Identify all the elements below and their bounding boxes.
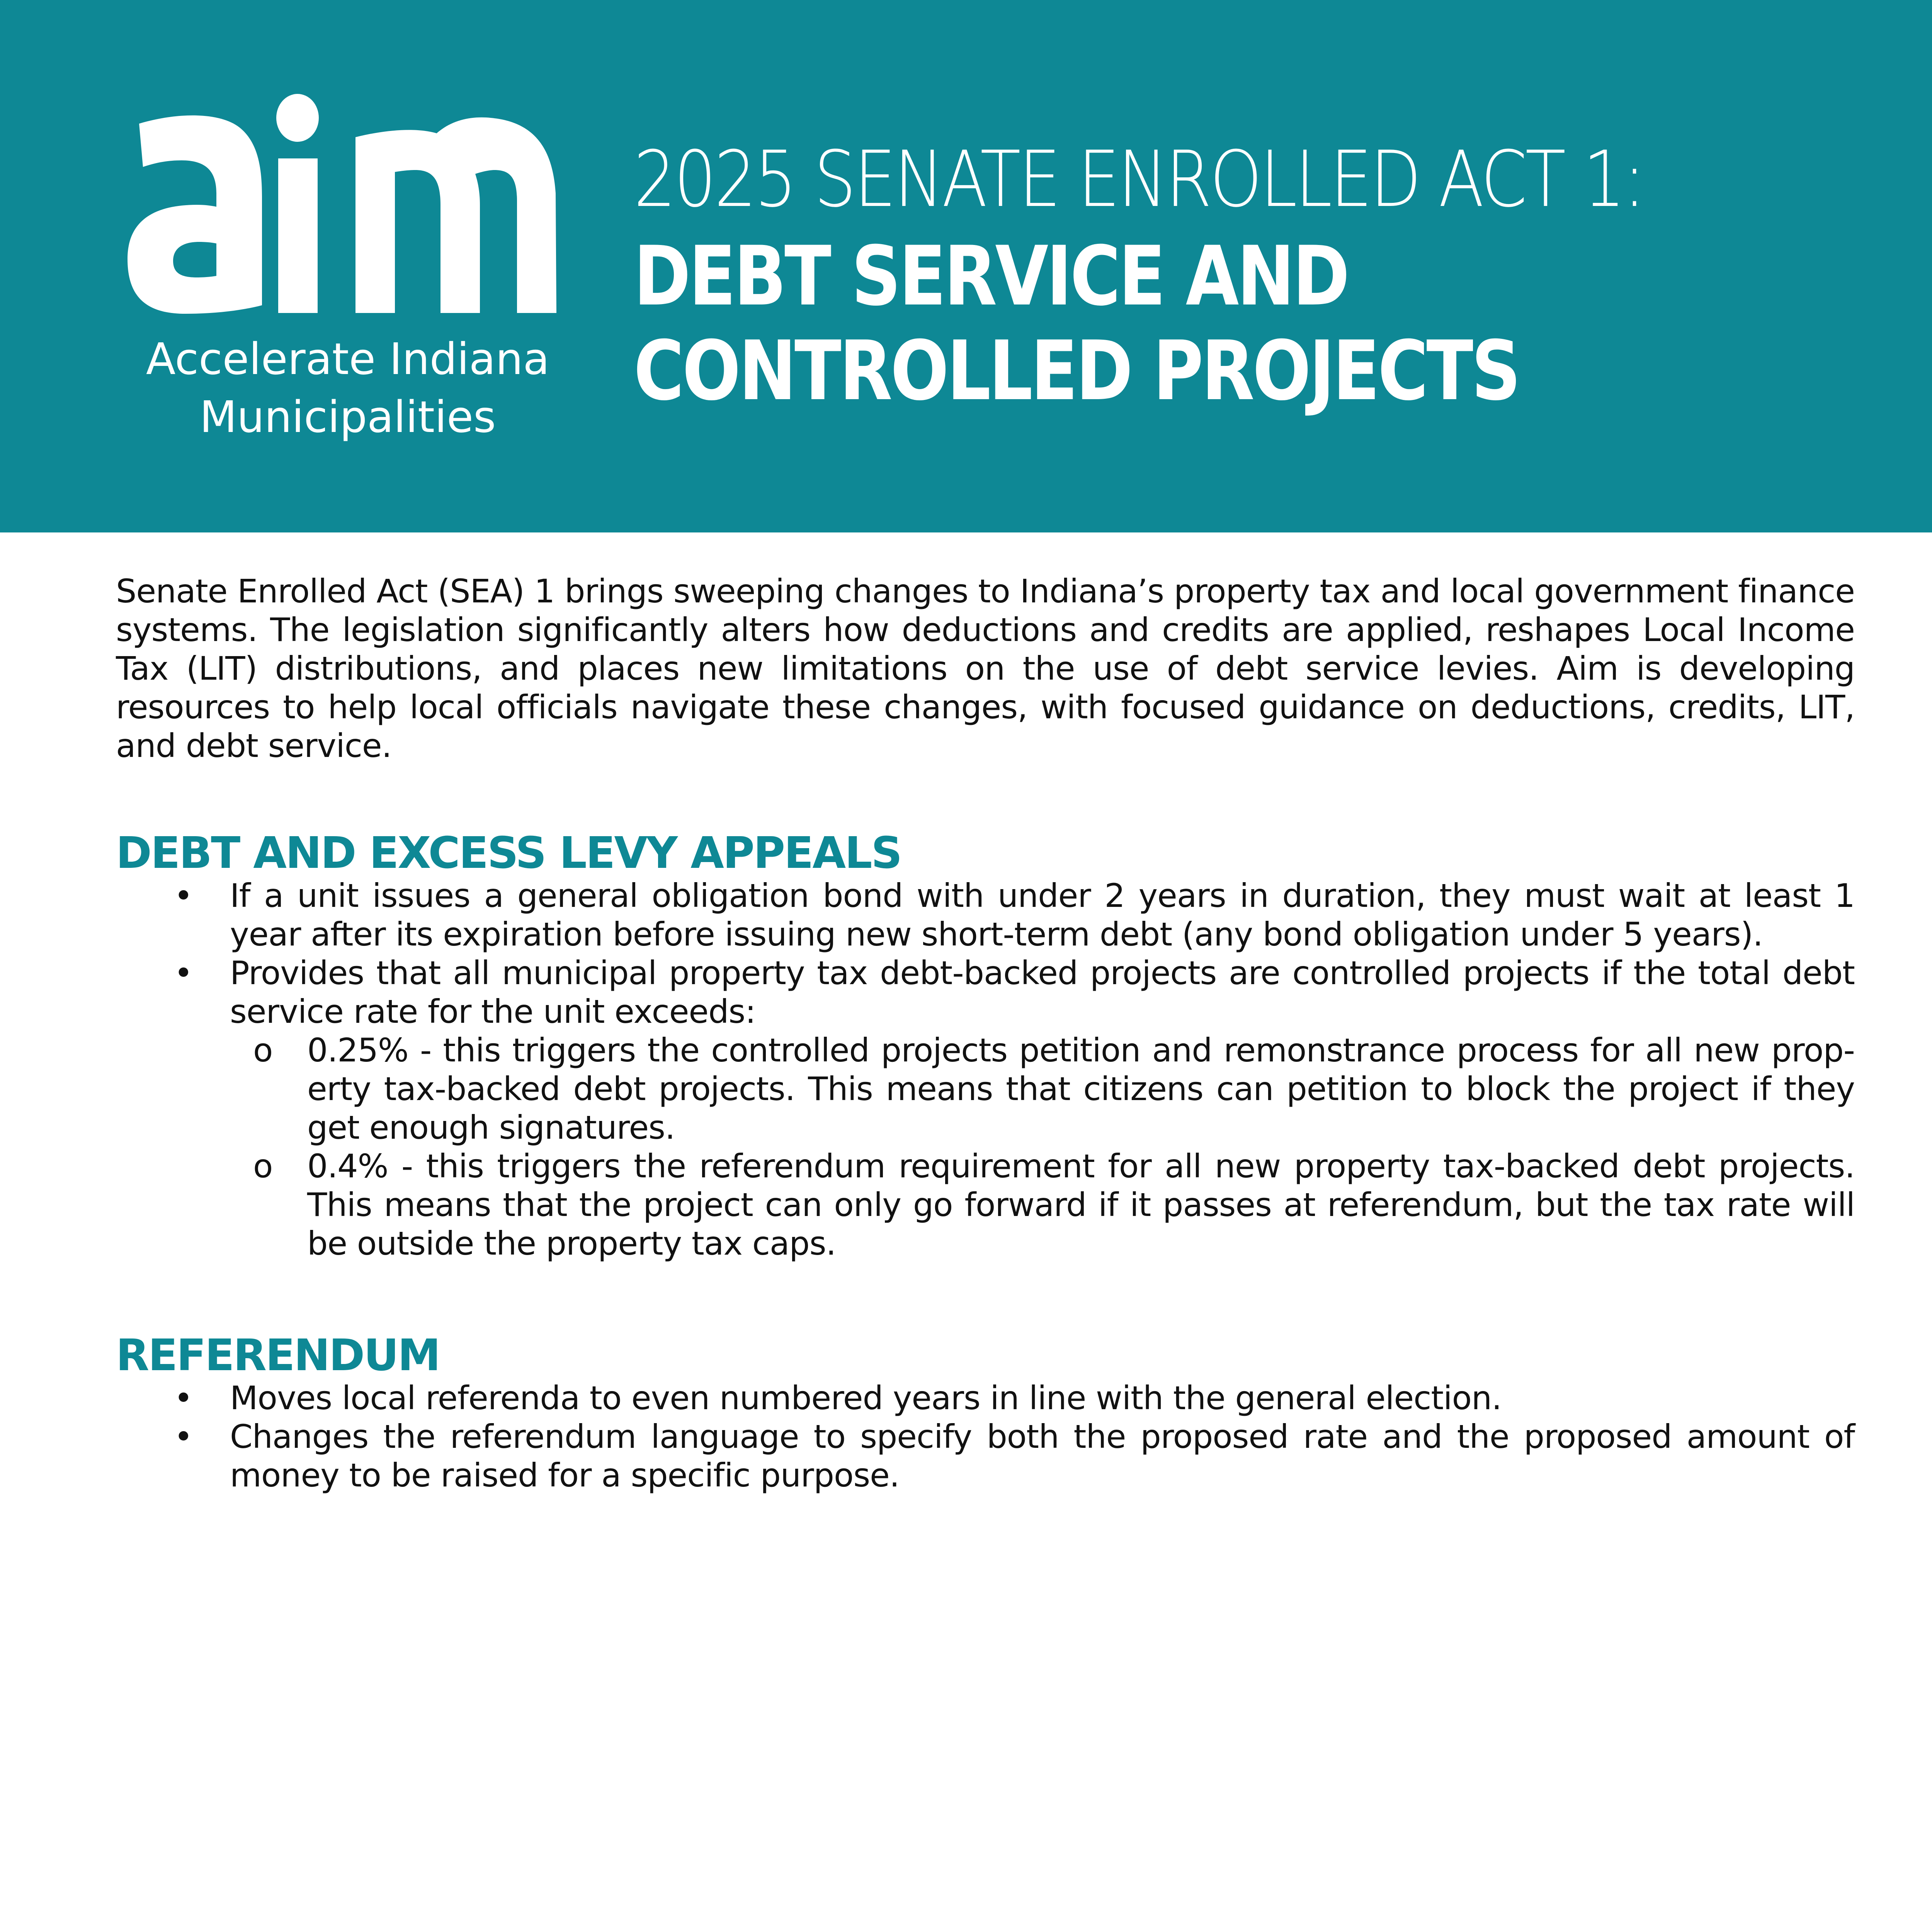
- bullet-icon: •: [174, 1418, 193, 1456]
- aim-logo: [124, 91, 564, 313]
- section-heading-referendum: REFERENDUM: [116, 1330, 440, 1381]
- bullet-icon: •: [174, 1379, 193, 1417]
- bullet-text: Provides that all municipal property tax debt-backed projects are controlled projects if the total debt service rate for the unit exceeds:: [230, 954, 1855, 1031]
- sub-bullet-text: 0.4% - this triggers the referendum requirement for all new property tax-backed debt projects. This means that the project can only go forward if it passes at referendum, but the tax rate will be outside the property tax caps.: [307, 1147, 1855, 1262]
- list-item: [116, 876, 1855, 954]
- aim-logo-mark: [124, 91, 564, 313]
- document-title-line-1: 2025 SENATE ENROLLED ACT 1:: [634, 134, 1644, 224]
- bullet-text: If a unit issues a general obligation bond with under 2 years in duration, they must wait at least 1 year after its expiration before issuing new short-term debt (any bond obligation under 5 years).: [230, 877, 1855, 953]
- list-item: [116, 1379, 1855, 1417]
- circle-bullet-icon: o: [253, 1031, 273, 1069]
- debt-bullet-list: [116, 876, 1855, 1263]
- bullet-icon: •: [174, 877, 193, 915]
- list-item: [116, 954, 1855, 1263]
- sub-list-item: [230, 1147, 1855, 1263]
- tagline-line-1: Accelerate Indiana: [146, 334, 550, 384]
- tagline-line-2: Municipalities: [199, 392, 496, 442]
- bullet-text: Changes the referendum language to specify both the proposed rate and the proposed amount of money to be raised for a specific purpose.: [230, 1418, 1855, 1494]
- document-body: [116, 572, 1855, 1495]
- intro-paragraph: Senate Enrolled Act (SEA) 1 brings sweeping changes to Indiana’s property tax and local government finance systems. The legislation significantly alters how deductions and credits are applied, reshapes Local Income Tax (LIT) distributions, and places new limitations on the use of debt service levies. Aim is developing resources to help local officials navigate these changes, with focused guidance on deductions, credits, LIT, and debt service.: [116, 572, 1855, 765]
- list-item: [116, 1417, 1855, 1495]
- section-heading-debt: DEBT AND EXCESS LEVY APPEALS: [116, 828, 901, 878]
- circle-bullet-icon: o: [253, 1147, 273, 1185]
- threshold-sub-list: [230, 1031, 1855, 1263]
- bullet-icon: •: [174, 954, 193, 992]
- document-title-line-3: CONTROLLED PROJECTS: [634, 323, 1519, 418]
- sub-bullet-text: 0.25% - this triggers the controlled projects petition and remonstrance process for all new prop-erty tax-backed debt projects. This means that citizens can petition to block the project if they get enough signatures.: [307, 1031, 1855, 1146]
- logo-text: aim: [124, 91, 135, 98]
- referendum-bullet-list: [116, 1379, 1855, 1495]
- document-title-line-2: DEBT SERVICE AND: [634, 228, 1348, 324]
- header-banner: [0, 0, 1932, 532]
- sub-list-item: [230, 1031, 1855, 1147]
- bullet-text: Moves local referenda to even numbered years in line with the general election.: [230, 1379, 1502, 1417]
